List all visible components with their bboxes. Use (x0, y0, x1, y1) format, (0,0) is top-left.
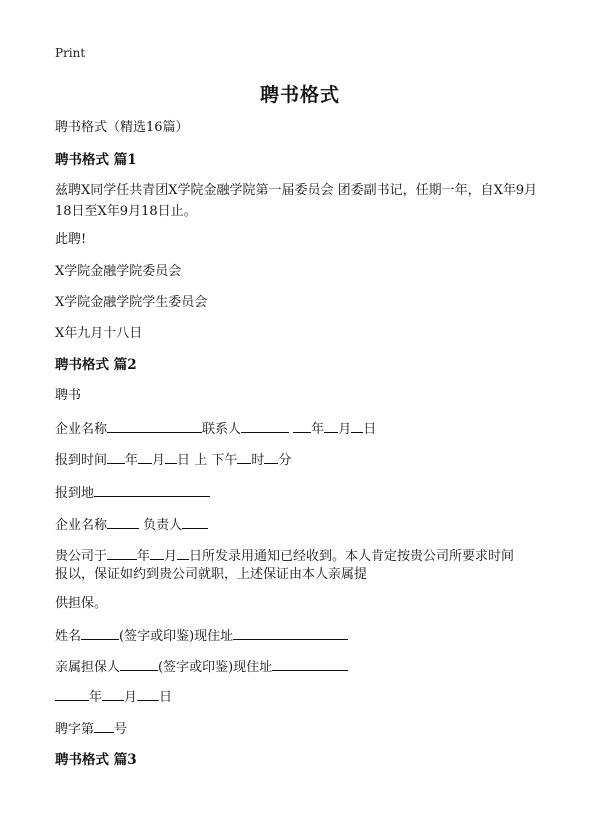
signature-date-row (55, 686, 550, 708)
company-name-label: 企业名称 (55, 422, 108, 437)
sign-month-blank (102, 686, 124, 701)
company-manager-row (55, 514, 550, 536)
manager-label: 负责人 (143, 518, 183, 533)
report-place-row (55, 482, 550, 504)
sign-day-label: 日 (159, 690, 173, 705)
manager-blank (182, 514, 208, 529)
notice-row-1 (55, 545, 550, 567)
day-label: 日 (363, 422, 377, 437)
contact-label: 联系人 (202, 422, 242, 437)
report-day-label: 日 (177, 453, 191, 468)
contact-blank (241, 418, 289, 433)
guarantor-sign-label: (签字或印鉴)现住址 (158, 660, 273, 675)
reference-number-row (55, 718, 550, 740)
number-suffix: 号 (114, 722, 128, 737)
name-blank (81, 625, 119, 640)
address-blank (233, 625, 348, 640)
notice-day-blank (177, 545, 189, 560)
sign-year-blank (55, 686, 89, 701)
report-place-blank (94, 482, 210, 497)
report-place-label: 报到地 (55, 486, 95, 501)
notice-prefix: 贵公司于 (55, 549, 108, 564)
notice-month-label: 月 (164, 549, 178, 564)
issuer-org-2: X学院金融学院学生委员会 (55, 295, 208, 310)
month-label: 月 (338, 422, 352, 437)
company-name-label-2: 企业名称 (55, 518, 108, 533)
hour-blank (237, 449, 251, 464)
form-title: 聘书 (55, 388, 82, 403)
issuer-org-1: X学院金融学院委员会 (55, 264, 182, 279)
closing-line: 此聘! (55, 232, 87, 247)
name-address-row (55, 625, 550, 647)
document-title: 聘书格式 (259, 84, 340, 106)
document-subtitle: 聘书格式（精选16篇） (55, 120, 189, 135)
guarantor-blank (120, 656, 158, 671)
day-blank (351, 418, 363, 433)
year-blank (293, 418, 311, 433)
guarantee-line: 供担保。 (55, 596, 108, 611)
minute-blank (264, 449, 278, 464)
section-heading-3: 聘书格式 篇3 (55, 752, 137, 768)
guarantor-address-blank (272, 656, 348, 671)
month-blank (324, 418, 338, 433)
notice-year-blank (107, 545, 137, 560)
company-contact-row (55, 418, 550, 440)
report-time-label: 报到时间 (55, 453, 108, 468)
appointment-paragraph: 兹聘X同学任共青团X学院金融学院第一届委员会 团委副书记，任期一年，自X年9月18日至X年9月18日止。 (55, 183, 538, 219)
year-label: 年 (311, 422, 325, 437)
notice-suffix: 日所发录用通知已经收到。本人肯定按贵公司所要求时间 (189, 549, 515, 564)
report-year-label: 年 (125, 453, 139, 468)
notice-row-2: 报以，保证如约到贵公司就职，上述保证由本人亲属提 (55, 567, 368, 582)
report-month-blank (138, 449, 152, 464)
sign-year-label: 年 (89, 690, 103, 705)
minute-label: 分 (278, 453, 292, 468)
print-link[interactable]: Print (55, 46, 86, 60)
sign-day-blank (137, 686, 159, 701)
company-name-blank (107, 418, 202, 433)
company-name-blank-2 (107, 514, 139, 529)
sign-month-label: 月 (124, 690, 138, 705)
hour-label: 时 (251, 453, 265, 468)
report-day-blank (165, 449, 177, 464)
notice-year-label: 年 (137, 549, 151, 564)
sign-address-label: (签字或印鉴)现住址 (119, 629, 234, 644)
report-month-label: 月 (152, 453, 166, 468)
section-heading-2: 聘书格式 篇2 (55, 357, 137, 373)
section-heading-1: 聘书格式 篇1 (55, 152, 137, 168)
report-year-blank (107, 449, 125, 464)
number-blank (94, 718, 114, 733)
am-pm-label: 上 下午 (194, 453, 238, 468)
issue-date: X年九月十八日 (55, 326, 143, 341)
report-time-row (55, 449, 550, 471)
notice-month-blank (150, 545, 164, 560)
guarantor-row (55, 656, 550, 678)
name-label: 姓名 (55, 629, 82, 644)
guarantor-label: 亲属担保人 (55, 660, 121, 675)
number-prefix: 聘字第 (55, 722, 95, 737)
